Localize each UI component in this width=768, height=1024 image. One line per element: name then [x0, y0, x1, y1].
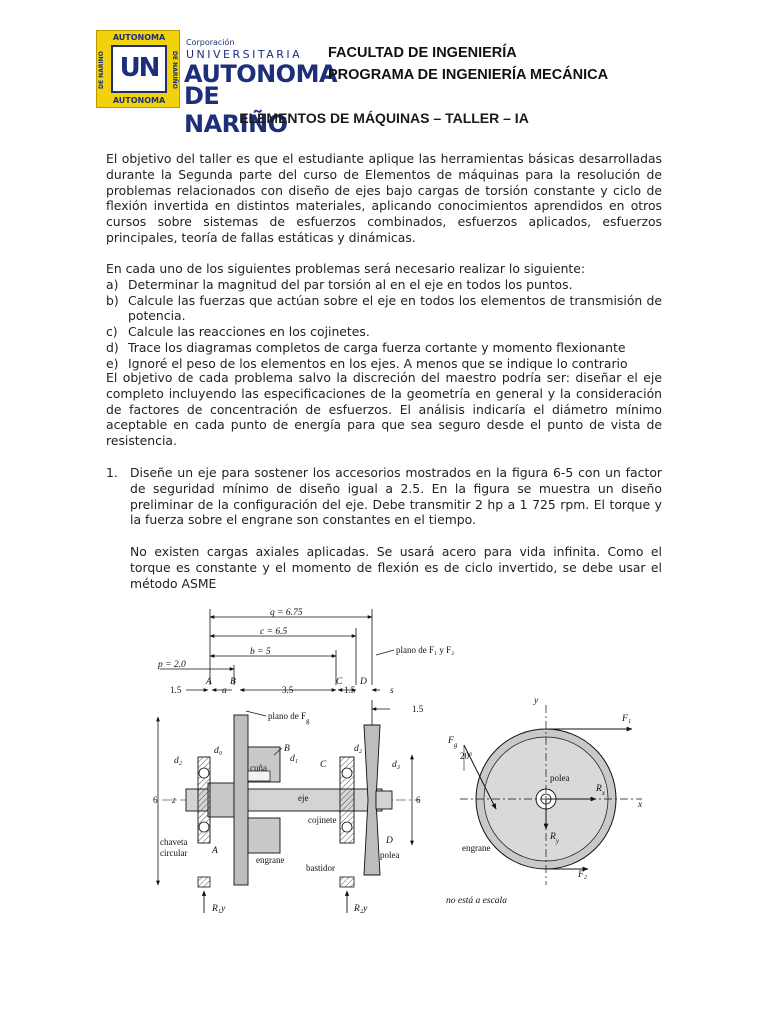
problem-1-continued	[130, 544, 662, 591]
label-D: D	[386, 836, 393, 846]
label-B: B	[284, 744, 290, 754]
problem-text: Diseñe un eje para sostener los accesorios mostrados en la figura 6-5 con un factor de seguridad mínimo de diseño igual a 2.5. En la figura se muestra un diseño preliminar de la configuración del eje. Debe transmitir 2 hp a 1 725 rpm. El torque y la fuerza sobre el engrane son constantes en el tiempo.	[130, 465, 662, 528]
dim-s: s	[390, 686, 394, 696]
label-D-top: D	[360, 677, 367, 687]
dim-b: b = 5	[250, 647, 271, 657]
label-not-to-scale: no está a escala	[446, 896, 507, 906]
task-text: Calcule las fuerzas que actúan sobre el eje en todos los elementos de transmisión de potencia.	[128, 292, 662, 324]
end-view	[447, 696, 643, 885]
label-d2-right: d₂	[354, 744, 363, 754]
seal-emblem	[111, 45, 167, 93]
axis-x: x	[638, 800, 643, 810]
label-eje: eje	[298, 793, 309, 803]
dim-6-right: 6	[416, 795, 421, 805]
task-item-c	[106, 324, 662, 340]
label-d3: d₃	[392, 760, 401, 770]
label-A: A	[212, 846, 218, 856]
reaction-Ry: $R_y$	[550, 832, 559, 845]
university-logo	[96, 30, 338, 138]
task-letter: e)	[106, 355, 119, 371]
gear	[234, 715, 248, 885]
faculty-heading: FACULTAD DE INGENIERÍA	[328, 45, 517, 61]
frame-right	[340, 877, 354, 887]
shaft-diagram	[150, 595, 670, 915]
objective-section	[106, 370, 662, 449]
force-F2: F₂	[578, 870, 588, 880]
force-Fg: $F_g$	[448, 736, 458, 749]
intro-section	[106, 151, 662, 246]
label-d2: d₂	[174, 756, 183, 766]
seal-right-text: DE NARIÑO	[171, 51, 178, 89]
frame-left	[198, 877, 210, 887]
label-engrane-left: engrane	[256, 855, 285, 865]
task-text: Determinar la magnitud del par torsión al en el eje en todos los puntos.	[128, 276, 573, 292]
task-text: Trace los diagramas completos de carga fuerza cortante y momento flexionante	[128, 339, 626, 355]
seal-top-text: AUTONOMA	[112, 33, 166, 42]
task-letter: b)	[106, 292, 119, 308]
task-item-d	[106, 340, 662, 356]
seal-left-text: DE NARIÑO	[98, 51, 105, 89]
dim-1-5-right: 1.5	[412, 704, 424, 714]
dim-1-5-left: 1.5	[170, 685, 182, 695]
label-R2y: R₂y	[354, 904, 368, 914]
axis-y: y	[534, 696, 539, 706]
task-item-a	[106, 277, 662, 293]
dim-c: c = 6.5	[260, 627, 288, 637]
university-seal	[96, 30, 180, 108]
dim-1-5-mid: 1.5	[344, 685, 356, 695]
seal-monogram: UN	[119, 53, 159, 83]
task-letter: c)	[106, 324, 118, 340]
objective-paragraph: El objetivo de cada problema salvo la discreción del maestro podría ser: diseñar el eje completo incluyendo las especificaciones de la geometría en general y la consideración de factores de concentración de esfuerzos. El análisis indicaría el diámetro mínimo aceptable en cada punto de energía para que sea seguro desde el punto de vista de resistencia.	[106, 370, 662, 449]
logo-universitaria: UNIVERSITARIA	[186, 48, 303, 61]
task-letter: d)	[106, 339, 119, 355]
logo-de-narino: DE NARIÑO	[184, 82, 288, 138]
dim-a: a	[222, 686, 227, 696]
label-cuna: cuña	[250, 763, 267, 773]
label-cojinete: cojinete	[308, 815, 337, 825]
label-circular: circular	[160, 848, 188, 858]
tasks-intro: En cada uno de los siguientes problemas será necesario realizar lo siguiente:	[106, 261, 586, 276]
logo-autonoma: AUTONOMA	[184, 60, 338, 88]
seal-bottom-text: AUTONOMA	[112, 96, 166, 105]
label-polea-right: polea	[550, 773, 570, 783]
label-engrane-right: engrane	[462, 843, 491, 853]
dim-q: q = 6.75	[270, 608, 303, 618]
document-title: ELEMENTOS DE MÁQUINAS – TALLER – IA	[239, 110, 529, 126]
tasks-section	[106, 261, 662, 372]
program-heading: PROGRAMA DE INGENIERÍA MECÁNICA	[328, 67, 609, 83]
label-d0: d₀	[214, 746, 223, 756]
label-d1: d₁	[290, 754, 299, 764]
dim-6-left: 6	[153, 795, 158, 805]
task-letter: a)	[106, 276, 119, 292]
logo-corporacion: Corporación	[186, 38, 235, 47]
force-F1: F₁	[622, 714, 632, 724]
problem-text-2: No existen cargas axiales aplicadas. Se usará acero para vida infinita. Como el torque es constante y el momento de flexión es de ciclo invertido, se debe usar el método ASME	[130, 544, 662, 591]
problem-1	[106, 465, 662, 528]
label-z: z	[172, 796, 176, 806]
dim-p: p = 2.0	[158, 660, 186, 670]
reaction-Rx: $R_x$	[596, 784, 605, 797]
shaft-figure	[150, 595, 670, 915]
label-polea-left: polea	[380, 850, 400, 860]
task-text: Ignoré el peso de los elementos en los ejes. A menos que se indique lo contrario	[128, 355, 628, 371]
label-B-top: B	[230, 677, 236, 687]
label-C: C	[320, 760, 327, 770]
label-plano-f1-f2: plano de F₁ y F₂	[396, 645, 455, 655]
task-text: Calcule las reacciones en los cojinetes.	[128, 324, 370, 340]
label-chaveta: chaveta	[160, 837, 188, 847]
task-item-b	[106, 293, 662, 325]
label-C-top: C	[336, 677, 343, 687]
angle-20: 20°	[460, 751, 473, 761]
label-R1y: R₁y	[212, 904, 226, 914]
intro-paragraph: El objetivo del taller es que el estudiante aplique las herramientas básicas desarrolladas durante la Segunda parte del curso de Elementos de máquinas para la resolución de problemas relacionados con diseño de ejes bajo cargas de torsión constante y ciclo de flexión invertida en distintos materiales, aplicando conocimientos aprendidos en otros cursos sobre sistemas de esfuerzos combinados, esfuerzos aplicados, esfuerzos principales, teoría de fallas estáticas y dinámicas.	[106, 151, 662, 245]
label-A-top: A	[206, 677, 212, 687]
label-bastidor: bastidor	[306, 863, 335, 873]
problem-number: 1.	[106, 465, 118, 480]
label-plano-fg: plano de $F_g$	[268, 711, 310, 725]
dim-3-5: 3.5	[282, 685, 294, 695]
